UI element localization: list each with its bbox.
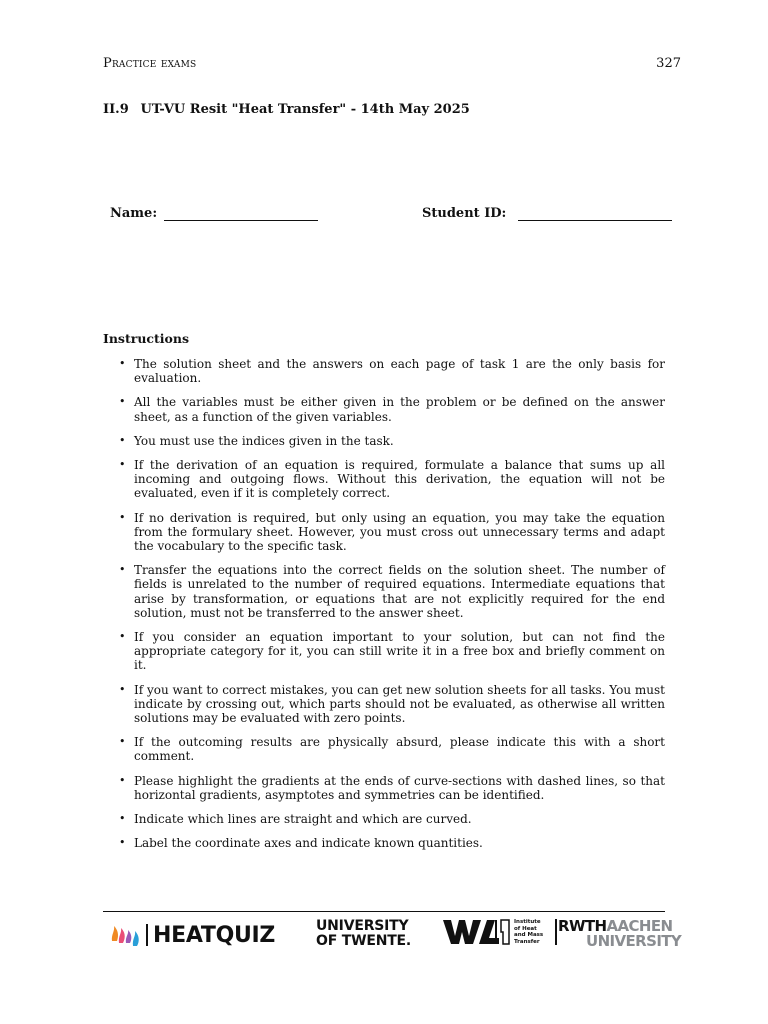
university-of-twente-logo bbox=[316, 919, 411, 949]
running-title: Practice exams bbox=[103, 56, 197, 71]
heatquiz-divider bbox=[146, 924, 148, 946]
ihmt-line-3: and Mass bbox=[514, 932, 544, 938]
section-title bbox=[103, 102, 470, 117]
instruction-text: Transfer the equations into the correct fields on the solution sheet. The number of fields is unrelated to the number of required equations. Intermediate equations that arise by transformation, or equations that are not explicitly required for the end solution, must not be transferred to the answer sheet. bbox=[134, 563, 665, 620]
instructions-heading: Instructions bbox=[103, 331, 190, 346]
rwth-aachen-logo bbox=[558, 919, 681, 949]
name-blank-line bbox=[164, 206, 318, 221]
instruction-text: All the variables must be either given in the problem or be defined on the answer sheet, as a function of the given variables. bbox=[134, 395, 665, 424]
heatquiz-flame-icon bbox=[109, 921, 143, 949]
wsa-mark-icon bbox=[443, 918, 511, 946]
instruction-text: If the outcoming results are physically absurd, please indicate this with a short comment. bbox=[134, 735, 665, 764]
aachen-wordmark: AACHEN bbox=[606, 917, 673, 935]
wsa-institute-logo bbox=[443, 918, 557, 946]
instruction-item bbox=[103, 774, 665, 802]
bullet-icon: • bbox=[119, 836, 126, 850]
university-wordmark: UNIVERSITY bbox=[586, 932, 682, 950]
section-title-text: UT-VU Resit "Heat Transfer" - 14th May 2025 bbox=[140, 102, 470, 117]
instructions-list bbox=[103, 357, 665, 860]
bullet-icon: • bbox=[119, 630, 126, 644]
bullet-icon: • bbox=[119, 735, 126, 749]
instruction-item bbox=[103, 458, 665, 501]
student-id-blank-line bbox=[518, 206, 672, 221]
bullet-icon: • bbox=[119, 458, 126, 472]
student-id-field bbox=[422, 206, 672, 221]
instruction-item bbox=[103, 735, 665, 763]
instruction-text: If you want to correct mistakes, you can get new solution sheets for all tasks. You must indicate by crossing out, which parts should not be evaluated, as otherwise all written solutions may be evaluated with zero points. bbox=[134, 682, 665, 726]
ut-line-1: UNIVERSITY bbox=[316, 918, 409, 934]
instruction-item bbox=[103, 434, 665, 448]
bullet-icon: • bbox=[119, 357, 126, 370]
section-number: II.9 bbox=[103, 102, 129, 117]
name-field bbox=[110, 206, 318, 221]
instruction-item bbox=[103, 683, 665, 726]
bullet-icon: • bbox=[119, 682, 126, 696]
running-head bbox=[103, 56, 681, 71]
instruction-text: The solution sheet and the answers on each page of task 1 are the only basis for evaluation. bbox=[134, 357, 665, 386]
instruction-item bbox=[103, 395, 665, 423]
bullet-icon: • bbox=[119, 395, 126, 409]
instruction-text: If no derivation is required, but only using an equation, you may take the equation from the formulary sheet. However, you must cross out unnecessary terms and adapt the vocabulary to the specific task. bbox=[134, 510, 665, 554]
instruction-text: Please highlight the gradients at the ends of curve-sections with dashed lines, so that horizontal gradients, asymptotes and symmetries can be identified. bbox=[134, 773, 665, 802]
ihmt-line-4: Transfer bbox=[514, 938, 540, 945]
instruction-item bbox=[103, 511, 665, 554]
instruction-text: If you consider an equation important to your solution, but can not find the appropriate category for it, you can still write it in a free box and briefly comment on it. bbox=[134, 630, 665, 673]
instruction-text: Label the coordinate axes and indicate known quantities. bbox=[134, 836, 483, 851]
rwth-wordmark: RWTH bbox=[558, 917, 607, 935]
instruction-item bbox=[103, 357, 665, 385]
ihmt-text-block bbox=[514, 919, 543, 945]
instruction-text: Indicate which lines are straight and which are curved. bbox=[134, 812, 472, 827]
instruction-item bbox=[103, 836, 665, 850]
bullet-icon: • bbox=[119, 510, 126, 524]
instruction-text: You must use the indices given in the task. bbox=[134, 433, 394, 448]
student-id-label: Student ID: bbox=[422, 206, 507, 221]
instruction-text: If the derivation of an equation is required, formulate a balance that sums up all incoming and outgoing flows. Without this derivation, the equation will not be evaluated, even if it is completely correct. bbox=[134, 458, 665, 501]
footer-logos bbox=[103, 916, 682, 954]
instruction-item bbox=[103, 563, 665, 620]
bullet-icon: • bbox=[119, 433, 126, 447]
heatquiz-wordmark: HEATQUIZ bbox=[153, 922, 276, 948]
ihmt-line-2: of Heat bbox=[514, 925, 537, 932]
heatquiz-logo bbox=[109, 919, 275, 951]
instruction-item bbox=[103, 812, 665, 826]
bullet-icon: • bbox=[119, 812, 126, 826]
name-label: Name: bbox=[110, 206, 158, 221]
ut-line-2: OF TWENTE. bbox=[316, 933, 412, 949]
ihmt-line-1: Institute bbox=[514, 919, 541, 925]
bullet-icon: • bbox=[119, 773, 126, 787]
page-number: 327 bbox=[656, 56, 681, 71]
instruction-item bbox=[103, 630, 665, 673]
bullet-icon: • bbox=[119, 563, 126, 577]
footer-divider bbox=[103, 911, 665, 912]
ihmt-divider bbox=[555, 919, 557, 945]
